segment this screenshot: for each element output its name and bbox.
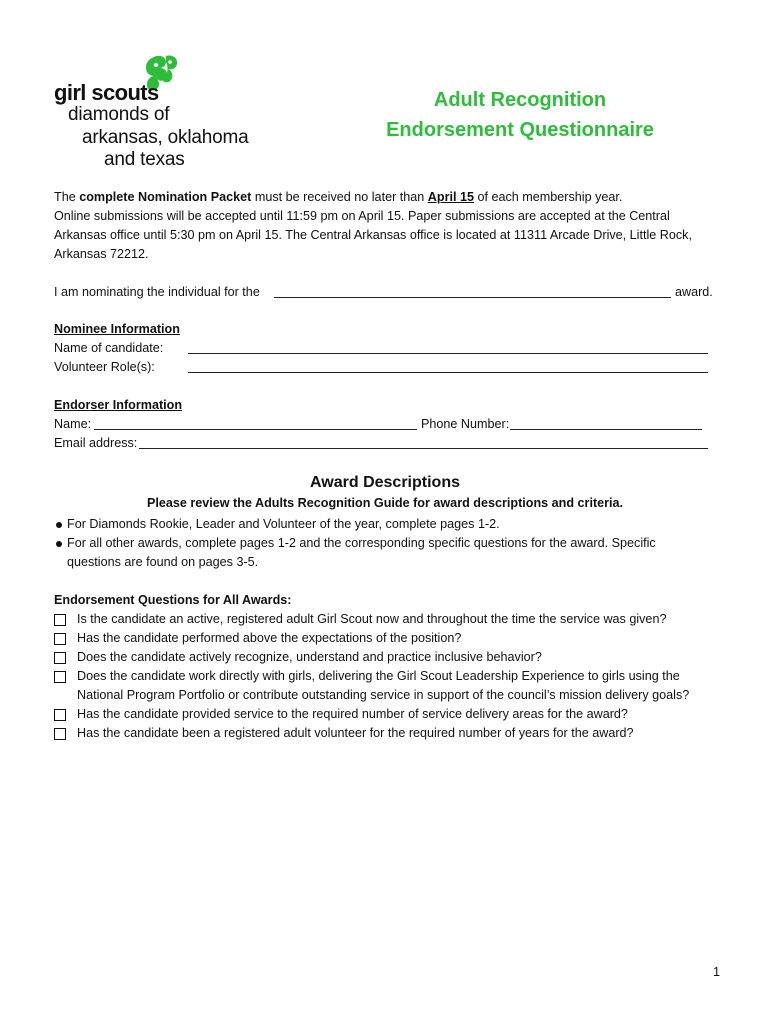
question-3-checkbox[interactable]	[54, 652, 66, 664]
phone-number-field[interactable]	[510, 429, 702, 430]
bullet-icon	[56, 541, 62, 547]
question-5-checkbox[interactable]	[54, 709, 66, 721]
logo-line-1: diamonds of	[68, 104, 170, 125]
logo-line-3: and texas	[104, 149, 185, 170]
nominating-suffix: award.	[675, 285, 713, 299]
intro-line-2: Online submissions will be accepted until 11:59 pm on April 15. Paper submissions are accepted at the Central	[54, 209, 670, 223]
intro-line-1: The complete Nomination Packet must be received no later than April 15 of each membership year.	[54, 190, 623, 204]
award-name-field[interactable]	[274, 297, 671, 298]
council-logo	[52, 54, 272, 174]
question-1-checkbox[interactable]	[54, 614, 66, 626]
question-2-checkbox[interactable]	[54, 633, 66, 645]
intro-line-4: Arkansas 72212.	[54, 247, 149, 261]
question-4-text-line-1: Does the candidate work directly with girls, delivering the Girl Scout Leadership Experience to girls using the	[77, 669, 680, 683]
bullet-icon	[56, 522, 62, 528]
question-5-text: Has the candidate provided service to the required number of service delivery areas for the award?	[77, 707, 628, 721]
award-bullet-2-line-2: questions are found on pages 3-5.	[67, 555, 259, 569]
intro-bold-packet: complete Nomination Packet	[79, 190, 252, 204]
intro-line-3: Arkansas office until 5:30 pm on April 15. The Central Arkansas office is located at 11311 Arcade Drive, Little Rock,	[54, 228, 692, 242]
document-title-line-1: Adult Recognition	[433, 89, 607, 111]
question-3-text: Does the candidate actively recognize, understand and practice inclusive behavior?	[77, 650, 542, 664]
intro-deadline-date: April 15	[427, 190, 474, 204]
email-address-label: Email address:	[54, 436, 138, 450]
endorsement-questions-heading: Endorsement Questions for All Awards:	[54, 593, 292, 607]
candidate-name-label: Name of candidate:	[54, 341, 164, 355]
award-descriptions-subheading: Please review the Adults Recognition Guide for award descriptions and criteria.	[146, 496, 624, 510]
logo-brand: girl scouts	[54, 80, 159, 105]
page-number: 1	[712, 965, 720, 979]
endorser-name-label: Name:	[54, 417, 92, 431]
phone-number-label: Phone Number:	[421, 417, 510, 431]
award-bullet-2-line-1: For all other awards, complete pages 1-2 and the corresponding specific questions for the award. Specific	[67, 536, 656, 550]
question-2-text: Has the candidate performed above the expectations of the position?	[77, 631, 462, 645]
endorser-heading: Endorser Information	[54, 398, 183, 412]
logo-line-2: arkansas, oklahoma	[82, 127, 249, 148]
question-4-checkbox[interactable]	[54, 671, 66, 683]
volunteer-role-field[interactable]	[188, 372, 708, 373]
document-title-line-2: Endorsement Questionnaire	[386, 119, 654, 141]
volunteer-role-label: Volunteer Role(s):	[54, 360, 155, 374]
candidate-name-field[interactable]	[188, 353, 708, 354]
award-descriptions-heading: Award Descriptions	[310, 474, 460, 491]
question-6-text: Has the candidate been a registered adult volunteer for the required number of years for the award?	[77, 726, 634, 740]
endorser-name-field[interactable]	[94, 429, 417, 430]
question-1-text: Is the candidate an active, registered adult Girl Scout now and throughout the time the service was given?	[77, 612, 667, 626]
nominee-heading: Nominee Information	[54, 322, 180, 336]
award-bullet-1: For Diamonds Rookie, Leader and Volunteer of the year, complete pages 1-2.	[67, 517, 500, 531]
question-4-text-line-2: National Program Portfolio or contribute outstanding service in support of the council’s mission delivery goals?	[77, 688, 690, 702]
question-6-checkbox[interactable]	[54, 728, 66, 740]
nominating-prefix: I am nominating the individual for the	[54, 285, 260, 299]
email-address-field[interactable]	[139, 448, 708, 449]
